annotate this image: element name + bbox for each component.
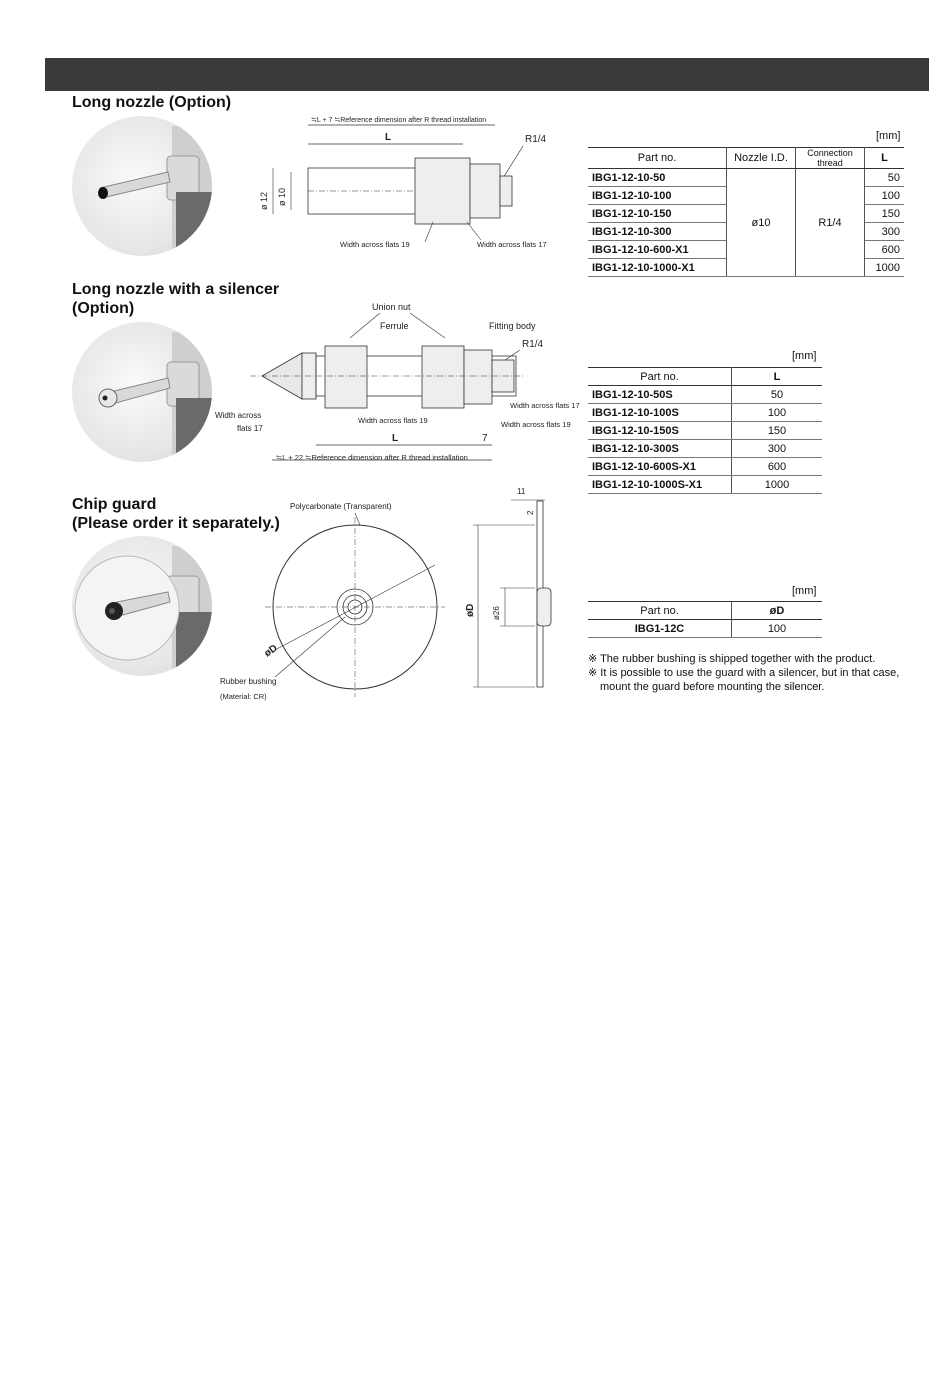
long-nozzle-table — [588, 147, 904, 277]
part-no-cell: IBG1-12-10-600-X1 — [588, 241, 727, 259]
section-header-bar — [45, 58, 929, 91]
chip-guard-title-line2: (Please order it separately.) — [72, 515, 280, 532]
diameter-cell: 100 — [732, 620, 823, 638]
table-row — [588, 458, 822, 476]
nozzle-id-cell: ø10 — [727, 169, 796, 277]
rubber-bushing-label: Rubber bushing — [220, 677, 277, 686]
part-no-cell: IBG1-12-10-1000-X1 — [588, 259, 727, 277]
part-no-cell: IBG1-12-10-100S — [588, 404, 732, 422]
union-nut-label: Union nut — [372, 302, 411, 312]
chip-guard-title-line1: Chip guard — [72, 496, 157, 513]
ferrule-label: Ferrule — [380, 321, 409, 331]
unit-label: [mm] — [792, 350, 817, 362]
length-label: L — [385, 132, 392, 143]
col-part-no: Part no. — [588, 602, 732, 620]
part-no-cell: IBG1-12C — [588, 620, 732, 638]
diameter-12-label: ø 12 — [259, 191, 269, 210]
col-part-no: Part no. — [588, 148, 727, 169]
flats-17-left-line1: Width across — [215, 411, 262, 420]
flats-17-left-line2: flats 17 — [237, 424, 263, 433]
col-part-no: Part no. — [588, 368, 732, 386]
part-no-cell: IBG1-12-10-150 — [588, 205, 727, 223]
thread-cell: R1/4 — [796, 169, 865, 277]
silencer-title-line2: (Option) — [72, 300, 135, 317]
table-row — [588, 476, 822, 494]
part-no-cell: IBG1-12-10-50S — [588, 386, 732, 404]
table-row — [588, 169, 904, 187]
dim-11-label: 11 — [517, 487, 526, 496]
length-cell: 150 — [732, 422, 823, 440]
flats-19-right-label: Width across flats 19 — [501, 420, 571, 429]
table-row — [588, 620, 822, 638]
diameter-26-label: ø26 — [492, 606, 501, 620]
length-cell: 1000 — [865, 259, 905, 277]
note-item: ※ The rubber bushing is shipped together with the product. — [588, 653, 876, 665]
silencer-table — [588, 367, 822, 494]
diameter-10-label: ø 10 — [277, 187, 287, 206]
long-nozzle-drawing — [245, 110, 565, 260]
chip-guard-drawing — [215, 487, 565, 707]
chip-guard-photo — [72, 536, 212, 676]
col-diameter: øD — [732, 602, 823, 620]
table-row — [588, 404, 822, 422]
dim-2-label: 2 — [526, 510, 535, 515]
long-nozzle-title: Long nozzle (Option) — [72, 94, 232, 111]
col-connection-thread: Connection thread — [796, 148, 865, 169]
phi-d-side-label: øD — [465, 603, 476, 617]
flats-19-mid-label: Width across flats 19 — [358, 416, 428, 425]
flats-17-right-label: Width across flats 17 — [510, 401, 580, 410]
length-cell: 100 — [732, 404, 823, 422]
col-length: L — [732, 368, 823, 386]
part-no-cell: IBG1-12-10-50 — [588, 169, 727, 187]
note-item: ※ It is possible to use the guard with a silencer, but in that case, mount the guard before mounting the silencer. — [588, 667, 900, 693]
flats-17-label: Width across flats 17 — [477, 240, 547, 249]
unit-label: [mm] — [876, 130, 901, 142]
part-no-cell: IBG1-12-10-1000S-X1 — [588, 476, 732, 494]
rubber-material-label: (Material: CR) — [220, 692, 267, 701]
part-no-cell: IBG1-12-10-300S — [588, 440, 732, 458]
length-cell: 1000 — [732, 476, 823, 494]
unit-label: [mm] — [792, 585, 817, 597]
table-row — [588, 440, 822, 458]
table-row — [588, 386, 822, 404]
length-cell: 600 — [865, 241, 905, 259]
part-no-cell: IBG1-12-10-600S-X1 — [588, 458, 732, 476]
length-cell: 50 — [732, 386, 823, 404]
silencer-title-line1: Long nozzle with a silencer — [72, 281, 280, 298]
long-nozzle-photo — [72, 116, 212, 256]
chip-guard-table — [588, 601, 822, 638]
length-label: L — [392, 433, 399, 444]
part-no-cell: IBG1-12-10-300 — [588, 223, 727, 241]
ref-dim-label: ≒L + 7 ≒Reference dimension after R thread installation — [311, 117, 487, 124]
col-nozzle-id: Nozzle I.D. — [727, 148, 796, 169]
fitting-body-label: Fitting body — [489, 321, 536, 331]
ref-dim-label: ≒L + 22 ≒Reference dimension after R thread installation — [276, 453, 468, 462]
length-cell: 300 — [732, 440, 823, 458]
length-cell: 100 — [865, 187, 905, 205]
silencer-drawing — [210, 298, 580, 470]
part-no-cell: IBG1-12-10-150S — [588, 422, 732, 440]
phi-d-label: øD — [262, 642, 280, 660]
seven-label: 7 — [482, 433, 488, 444]
length-cell: 600 — [732, 458, 823, 476]
polycarbonate-label: Polycarbonate (Transparent) — [290, 502, 392, 511]
table-row — [588, 422, 822, 440]
length-cell: 300 — [865, 223, 905, 241]
length-cell: 50 — [865, 169, 905, 187]
notes-block — [588, 652, 906, 694]
thread-label: R1/4 — [525, 134, 547, 145]
col-length: L — [865, 148, 905, 169]
length-cell: 150 — [865, 205, 905, 223]
part-no-cell: IBG1-12-10-100 — [588, 187, 727, 205]
thread-label: R1/4 — [522, 339, 544, 350]
silencer-photo — [72, 322, 212, 462]
flats-19-label: Width across flats 19 — [340, 240, 410, 249]
